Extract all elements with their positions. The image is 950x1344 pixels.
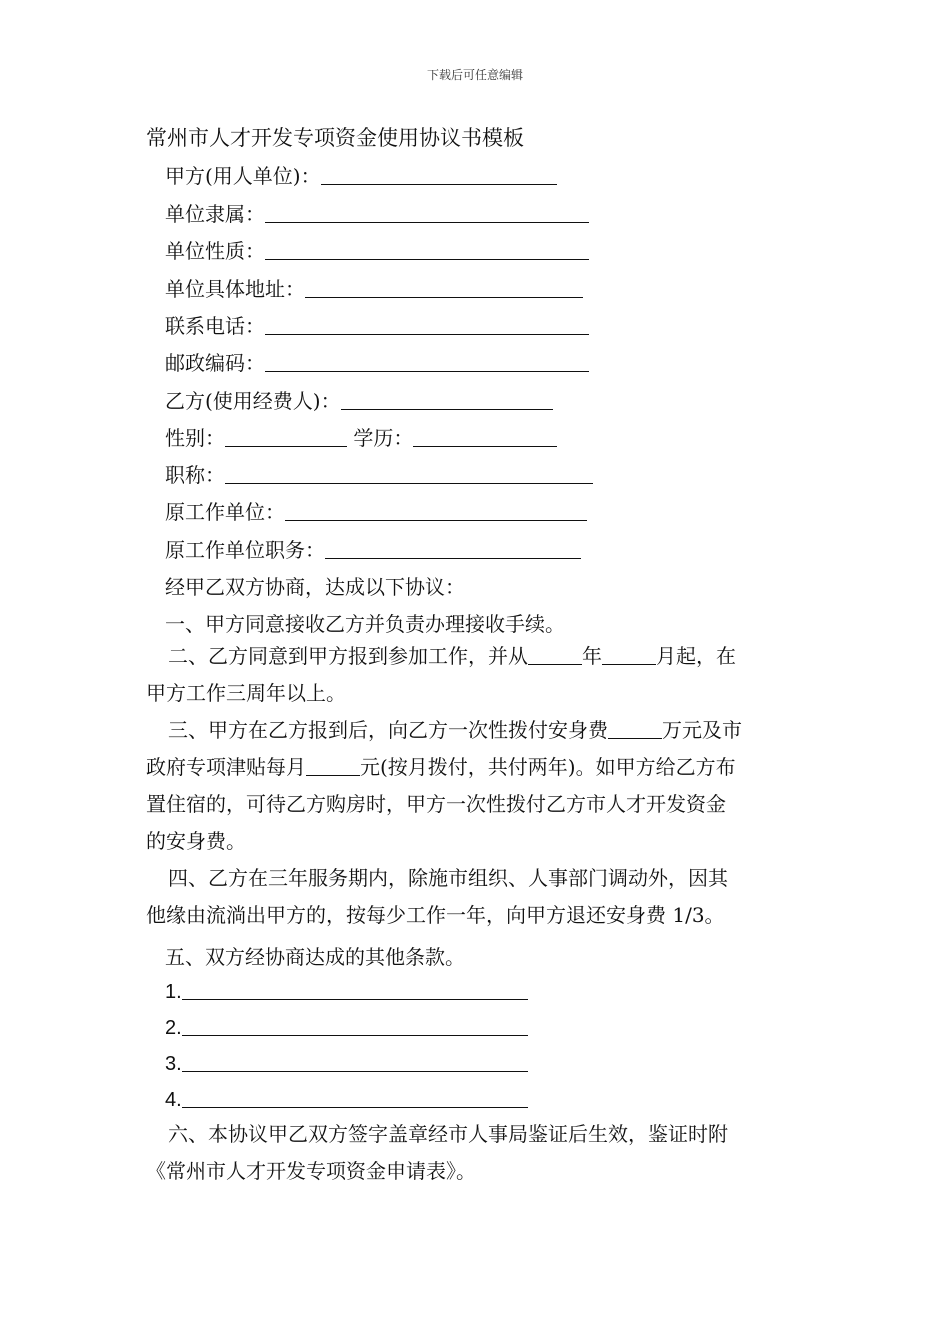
- field-former-position: [165, 534, 581, 563]
- clause-6: [146, 1116, 810, 1190]
- field-label: 联系电话：: [165, 314, 265, 338]
- field-nature: [165, 235, 589, 264]
- clause-text: 月起，在: [656, 644, 736, 668]
- field-gender-education: [165, 422, 557, 451]
- blank-line[interactable]: [182, 1085, 528, 1108]
- item-number: 1.: [165, 981, 182, 1003]
- blank-line[interactable]: [182, 1049, 528, 1072]
- field-label: 单位性质：: [165, 239, 265, 263]
- clause-intro: 经甲乙双方协商，达成以下协议：: [165, 575, 465, 599]
- clause-text: 三、甲方在乙方报到后，向乙方一次性拨付安身费: [168, 718, 608, 742]
- item-number: 3.: [165, 1053, 182, 1075]
- field-label: 职称：: [165, 463, 225, 487]
- other-term-item: [165, 977, 528, 1004]
- blank-line[interactable]: [321, 162, 557, 185]
- field-affiliation: [165, 198, 589, 227]
- field-label: 学历：: [353, 426, 414, 450]
- clause-5: 五、双方经协商达成的其他条款。: [165, 945, 465, 969]
- other-term-item: [165, 1013, 528, 1040]
- blank-line[interactable]: [182, 1013, 528, 1036]
- field-address: [165, 273, 583, 302]
- field-party-b: [165, 385, 553, 414]
- blank-line[interactable]: [608, 716, 662, 739]
- clause-text: 万元及市: [662, 718, 742, 742]
- clause-text: 置住宿的，可待乙方购房时，甲方一次性拨付乙方市人才开发资金: [146, 792, 726, 816]
- clause-text: 政府专项津贴每月: [146, 755, 306, 779]
- clause-3: [146, 712, 810, 860]
- blank-line[interactable]: [413, 424, 557, 447]
- field-label: 邮政编码：: [165, 351, 265, 375]
- field-former-unit: [165, 496, 587, 525]
- field-label: 单位隶属：: [165, 202, 265, 226]
- field-label: 原工作单位：: [165, 500, 285, 524]
- field-phone: [165, 310, 589, 339]
- blank-line[interactable]: [306, 753, 360, 776]
- blank-line[interactable]: [265, 312, 589, 335]
- clause-text: 他缘由流淌出甲方的，按每少工作一年，向甲方退还安身费 1/3。: [146, 903, 725, 927]
- clause-1: 一、甲方同意接收乙方并负责办理接收手续。: [165, 612, 565, 636]
- field-title-rank: [165, 459, 593, 488]
- item-number: 2.: [165, 1017, 182, 1039]
- blank-line[interactable]: [528, 642, 582, 665]
- clause-text: 元(按月拨付，共付两年)。如甲方给乙方布: [360, 755, 736, 779]
- header-note: 下载后可任意编辑: [426, 68, 523, 82]
- clause-text: 甲方工作三周年以上。: [146, 681, 346, 705]
- field-label: 性别：: [165, 426, 225, 450]
- clause-2: [146, 638, 810, 712]
- blank-line[interactable]: [265, 349, 589, 372]
- field-party-a: [165, 160, 557, 189]
- field-label: 甲方(用人单位)：: [165, 164, 321, 188]
- field-label: 乙方(使用经费人)：: [165, 389, 341, 413]
- document-title: 常州市人才开发专项资金使用协议书模板: [146, 126, 524, 150]
- blank-line[interactable]: [225, 461, 593, 484]
- field-label: 单位具体地址：: [165, 277, 305, 301]
- clause-text: 的安身费。: [146, 829, 246, 853]
- blank-line[interactable]: [265, 237, 589, 260]
- item-number: 4.: [165, 1089, 182, 1111]
- clause-4: [146, 860, 810, 934]
- other-term-item: [165, 1085, 528, 1112]
- blank-line[interactable]: [182, 977, 528, 1000]
- other-term-item: [165, 1049, 528, 1076]
- clause-text: 《常州市人才开发专项资金申请表》。: [146, 1159, 476, 1183]
- field-label: 原工作单位职务：: [165, 538, 325, 562]
- field-postcode: [165, 347, 589, 376]
- blank-line[interactable]: [285, 498, 587, 521]
- blank-line[interactable]: [225, 424, 347, 447]
- clause-text: 六、本协议甲乙双方签字盖章经市人事局鉴证后生效，鉴证时附: [168, 1122, 728, 1146]
- blank-line[interactable]: [265, 200, 589, 223]
- blank-line[interactable]: [305, 275, 583, 298]
- blank-line[interactable]: [341, 387, 553, 410]
- blank-line[interactable]: [602, 642, 656, 665]
- blank-line[interactable]: [325, 536, 581, 559]
- clause-text: 四、乙方在三年服务期内，除施市组织、人事部门调动外，因其: [168, 866, 728, 890]
- clause-text: 年: [582, 644, 602, 668]
- clause-text: 二、乙方同意到甲方报到参加工作，并从: [168, 644, 528, 668]
